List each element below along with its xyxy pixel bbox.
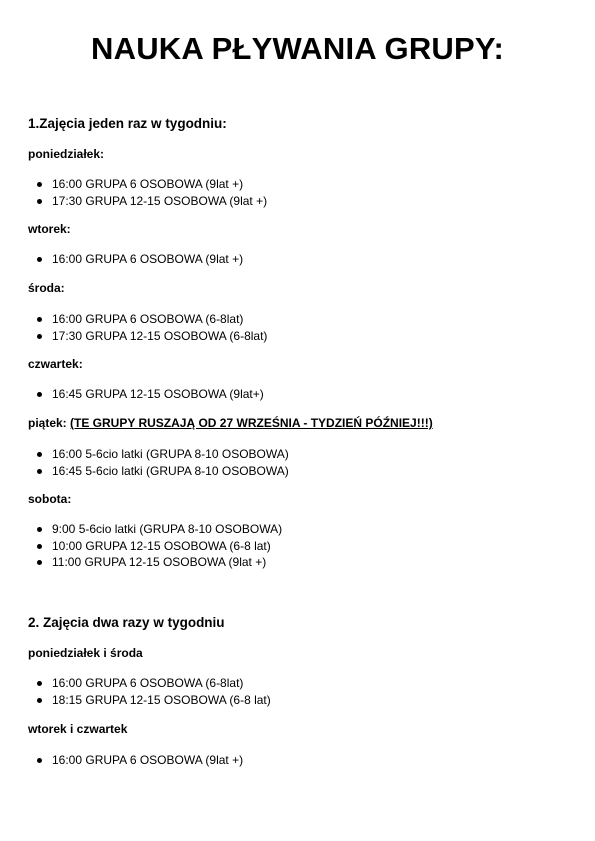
start-date-notice: (TE GRUPY RUSZAJĄ OD 27 WRZEŚNIA - TYDZIEŃ PÓŹNIEJ!!!) [70, 416, 433, 430]
list-item-text: 9:00 5-6cio latki (GRUPA 8-10 OSOBOWA) [52, 522, 283, 536]
day-label-monday [28, 147, 104, 162]
day-label-tuesday-thursday [28, 722, 127, 737]
list-item-text: 11:00 GRUPA 12-15 OSOBOWA (9lat +) [52, 555, 267, 570]
list-item [28, 521, 282, 538]
list-item [28, 446, 289, 463]
schedule-list-monday-wednesday [28, 675, 271, 708]
bullet-icon [37, 544, 42, 549]
bullet-icon [37, 257, 42, 262]
list-item [28, 463, 289, 480]
bullet-icon [37, 334, 42, 339]
schedule-list-thursday [28, 386, 264, 403]
schedule-list-tuesday [28, 251, 243, 268]
list-item-text: 16:00 GRUPA 6 OSOBOWA (9lat +) [52, 177, 244, 191]
section-heading-weekly-once: 1.Zajęcia jeden raz w tygodniu: [28, 116, 227, 131]
list-item-text: 16:00 GRUPA 6 OSOBOWA (6-8lat) [52, 312, 244, 326]
bullet-icon [37, 527, 42, 532]
list-item-text: 16:00 GRUPA 6 OSOBOWA (9lat +) [52, 753, 244, 767]
list-item [28, 328, 267, 345]
bullet-icon [37, 681, 42, 686]
section-heading-weekly-twice: 2. Zajęcia dwa razy w tygodniu [28, 615, 225, 630]
bullet-icon [37, 758, 42, 763]
day-label-text: wtorek: [28, 222, 71, 236]
bullet-icon [37, 317, 42, 322]
list-item [28, 538, 282, 555]
list-item-text: 16:45 5-6cio latki (GRUPA 8-10 OSOBOWA) [52, 463, 289, 478]
day-label-tuesday [28, 222, 71, 237]
day-label-thursday [28, 357, 83, 372]
list-item-text: 18:15 GRUPA 12-15 OSOBOWA (6-8 lat) [52, 692, 271, 707]
bullet-icon [37, 469, 42, 474]
schedule-list-tuesday-thursday [28, 752, 243, 769]
bullet-icon [37, 199, 42, 204]
schedule-list-wednesday [28, 311, 267, 344]
bullet-icon [37, 560, 42, 565]
list-item [28, 692, 271, 709]
day-label-text: czwartek: [28, 357, 83, 371]
list-item-text: 16:45 GRUPA 12-15 OSOBOWA (9lat+) [52, 387, 264, 401]
list-item-text: 16:00 GRUPA 6 OSOBOWA (9lat +) [52, 252, 244, 266]
schedule-list-friday [28, 446, 289, 479]
list-item [28, 311, 267, 328]
bullet-icon [37, 392, 42, 397]
list-item-text: 17:30 GRUPA 12-15 OSOBOWA (9lat +) [52, 193, 268, 208]
day-label-text: środa: [28, 281, 65, 295]
day-label-text: poniedziałek i środa [28, 646, 143, 660]
bullet-icon [37, 698, 42, 703]
list-item-text: 10:00 GRUPA 12-15 OSOBOWA (6-8 lat) [52, 538, 271, 553]
day-label-text: sobota: [28, 492, 72, 506]
schedule-list-saturday [28, 521, 282, 571]
day-label-wednesday [28, 281, 65, 296]
bullet-icon [37, 452, 42, 457]
list-item [28, 386, 264, 403]
list-item [28, 675, 271, 692]
list-item [28, 752, 243, 769]
list-item [28, 554, 282, 571]
list-item-text: 17:30 GRUPA 12-15 OSOBOWA (6-8lat) [52, 328, 268, 343]
list-item-text: 16:00 5-6cio latki (GRUPA 8-10 OSOBOWA) [52, 447, 289, 461]
day-label-text: wtorek i czwartek [28, 722, 128, 736]
bullet-icon [37, 182, 42, 187]
day-label-saturday [28, 492, 71, 507]
list-item [28, 251, 243, 268]
day-label-text: poniedziałek: [28, 147, 105, 161]
document-title: NAUKA PŁYWANIA GRUPY: [91, 31, 504, 66]
day-label-monday-wednesday [28, 646, 143, 661]
list-item [28, 193, 267, 210]
list-item [28, 176, 267, 193]
day-label-text: piątek: [28, 416, 71, 430]
day-label-friday [28, 416, 433, 431]
list-item-text: 16:00 GRUPA 6 OSOBOWA (6-8lat) [52, 676, 244, 690]
schedule-list-monday [28, 176, 267, 209]
